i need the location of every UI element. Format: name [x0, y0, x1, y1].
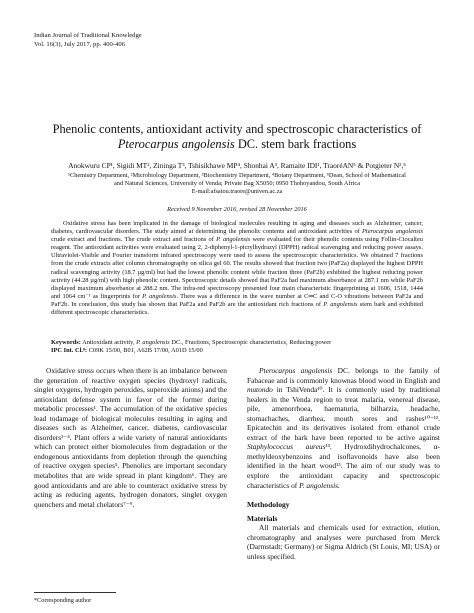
subsection-heading-materials: Materials — [247, 513, 278, 523]
affiliation-line-1: ¹Chemistry Department, ²Microbiology Department, ³Biochemistry Department, ⁴Botany Department, ⁵Dean, School of Mathematical — [68, 172, 406, 179]
abstract-text: stem bark and exhibited different spectroscopic characteristics. — [51, 300, 423, 317]
section-heading-methodology: Methodology — [247, 500, 290, 510]
journal-header — [34, 32, 142, 49]
abstract-text: Oxidative stress has been implicated in the damage of biological molecules resulting in aging and diseases such as Alzheimer, cancer, diabetes, cardiovascular disorders. The study aimed at determining the phenolic contents and antioxidant activities of — [51, 220, 423, 236]
species-name: P. angolensis. — [299, 480, 340, 490]
paragraph-text: in TshiVenda¹⁰. It is commonly used by traditional healers in the Venda region to treat malaria, venereal disease, pile, amenorrhoea, haematuria, bilharzia, headache, stomachaches, diarrhea, mouth sores and rashes¹⁰⁻¹². Epicatechin and its derivatives isolated from ethanol crude extract of the bark have been reported to be active against — [247, 385, 440, 442]
paragraph-text: DC. belongs to the family of Fabaceae and is commonly knownas blood wood in English and — [247, 366, 440, 385]
paragraph-text: ¹³. Hydroxdihydrochalcones, α-methyldeoxybenzoins and isoflavonoids have also been identified in the heart wood¹³. The aim of our study was to explore the antioxidant capacity and spectroscopic characteristics of — [247, 442, 440, 490]
abstract — [51, 220, 423, 317]
keywords-block — [51, 339, 423, 355]
affiliation-block — [30, 172, 444, 197]
ipc-codes: C09K 15/00, B01, A62B 17/00, A01D 15/00 — [87, 347, 203, 355]
abstract-species: Pterocarpus angolensis — [362, 228, 423, 236]
keywords-label: Keywords: — [51, 339, 81, 346]
received-dates: Received 9 November 2016, revised 28 November 2016 — [167, 206, 307, 213]
ipc-line — [51, 347, 423, 355]
materials-paragraph: All materials and chemicals used for extraction, elution, chromatography and analyses were purchased from Merck (Darmstadt; Germany) or Sigma Aldrich (St Louis, MI; USA) or unless specified. — [247, 523, 440, 561]
species-paragraph — [247, 366, 440, 490]
footnote-divider — [34, 592, 116, 593]
title-rest: DC. stem bark fractions — [234, 137, 357, 151]
title-line-2 — [30, 137, 444, 152]
intro-paragraph: Oxidative stress occurs when there is an imbalance between the generation of reactive oxygen species (hydroxyl radicals, singlet oxygens, hydrogen peroxides, superoxide anions) and the antioxidant defense system in favor of the former during metabolic processes¹. The accumulation of the oxidative species lead todamage of biological molecules resulting in aging and diseases such as Alzheimer, cancer, diabetes, cardiovascular disorders²⁻⁴. Plant offers a wide variety of natural antioxidants which can protect either biomolecules from degradation or the endogenous antioxidants from depletion through the quenching of reactive oxygen species⁵. Phenolics are important secondary metabolites that are wide spread in plant kingdom⁶. They are good antioxidants and are able to counteract oxidative stress by acting as reducing agents, hydrogen donators, singlet oxygen quenchers and metal chelators⁷⁻⁹. — [34, 366, 227, 509]
abstract-text: crude extract and fractions. The crude extract and fractions of — [51, 236, 217, 244]
affiliation-line-2: and Natural Sciences, University of Venda; Private Bag X5050; 0950 Thohoyandou, South Africa — [114, 180, 360, 188]
abstract-species: P. angolensis — [142, 292, 177, 300]
journal-name: Indian Journal of Traditional Knowledge — [34, 32, 142, 39]
footnote-corresponding-author: *Corresponding author — [34, 597, 92, 604]
author-list: Anokwuru CP¹, Sigidi MT², Zininga T³, Tshisikhawe MP⁴, Shonhai A³, Ramaite IDI¹, TraoréAN⁵ & Potgieter N²,⁵ — [68, 161, 406, 170]
keywords-text: DC., Fractions, Spectroscopic characteristics, Reducing power — [169, 339, 332, 346]
abstract-species: P. angolensis — [323, 300, 358, 308]
bacteria-name: Staphylococcus aureus — [247, 442, 326, 452]
abstract-species: P. angolensis — [216, 236, 251, 244]
title-species: Pterocarpus angolensis — [117, 137, 235, 151]
keywords-text: Antioxidant activity, — [80, 339, 137, 346]
paper-title — [30, 122, 444, 152]
keywords-line — [51, 339, 423, 347]
contact-email: E-mail:afsatou.traore@univen.ac.za — [191, 188, 283, 196]
journal-issue: Vol. 16(3), July 2017, pp. 400-406 — [34, 40, 125, 48]
keywords-species: P. angolensis — [136, 339, 170, 346]
abstract-text: were evaluated for their phenolic contents using Follin-Ciocalteu reagent. The antioxidant activities were evaluated using 2, 2-diphenyl-1-picrylhydrazyl (DPPH) radical scavenging and reducing power assays. Ultraviolet-Visible and Fourier transform infrared spectroscopy were used to assess the spectroscopic characteristics. We obtained 7 fractions from the crude extracts after column chromatography on silica gel 60. The results showed that fraction two (PaF2a) displayed the highest DPPH radical scavenging activity (18.7 µg/ml) but had the lowest phenolic content while fraction three (PaF2b) exhibited the highest reducing power activity (44.28 µg/ml) with high phenolic content. Spectroscopic details showed that PaF2a had maximum absorbance at 287.1 nm while PaF2b displayed maximum absorbance at 288.2 nm. The infra-red spectroscopy presented four main characteristic fingerprinting at 1606, 1518, 1444 and 1064 cm⁻¹ as fingerprints for — [51, 236, 423, 300]
abstract-text: . There was a difference in the wave number at C═C and C-O vibrations between PaF2a and PaF2b. In conclusion, this study has shown that PaF2a and PaF2b are the antioxidant rich fractions of — [51, 292, 423, 308]
local-name: mutondo — [247, 385, 273, 395]
body-column-right — [247, 366, 440, 561]
species-name: Pterocarpus angolensis — [259, 366, 333, 375]
ipc-label: IPC Int. Cl.⁸: — [51, 347, 88, 355]
body-column-left — [34, 366, 227, 509]
title-line-1: Phenolic contents, antioxidant activity and spectroscopic characteristics of — [52, 122, 422, 136]
